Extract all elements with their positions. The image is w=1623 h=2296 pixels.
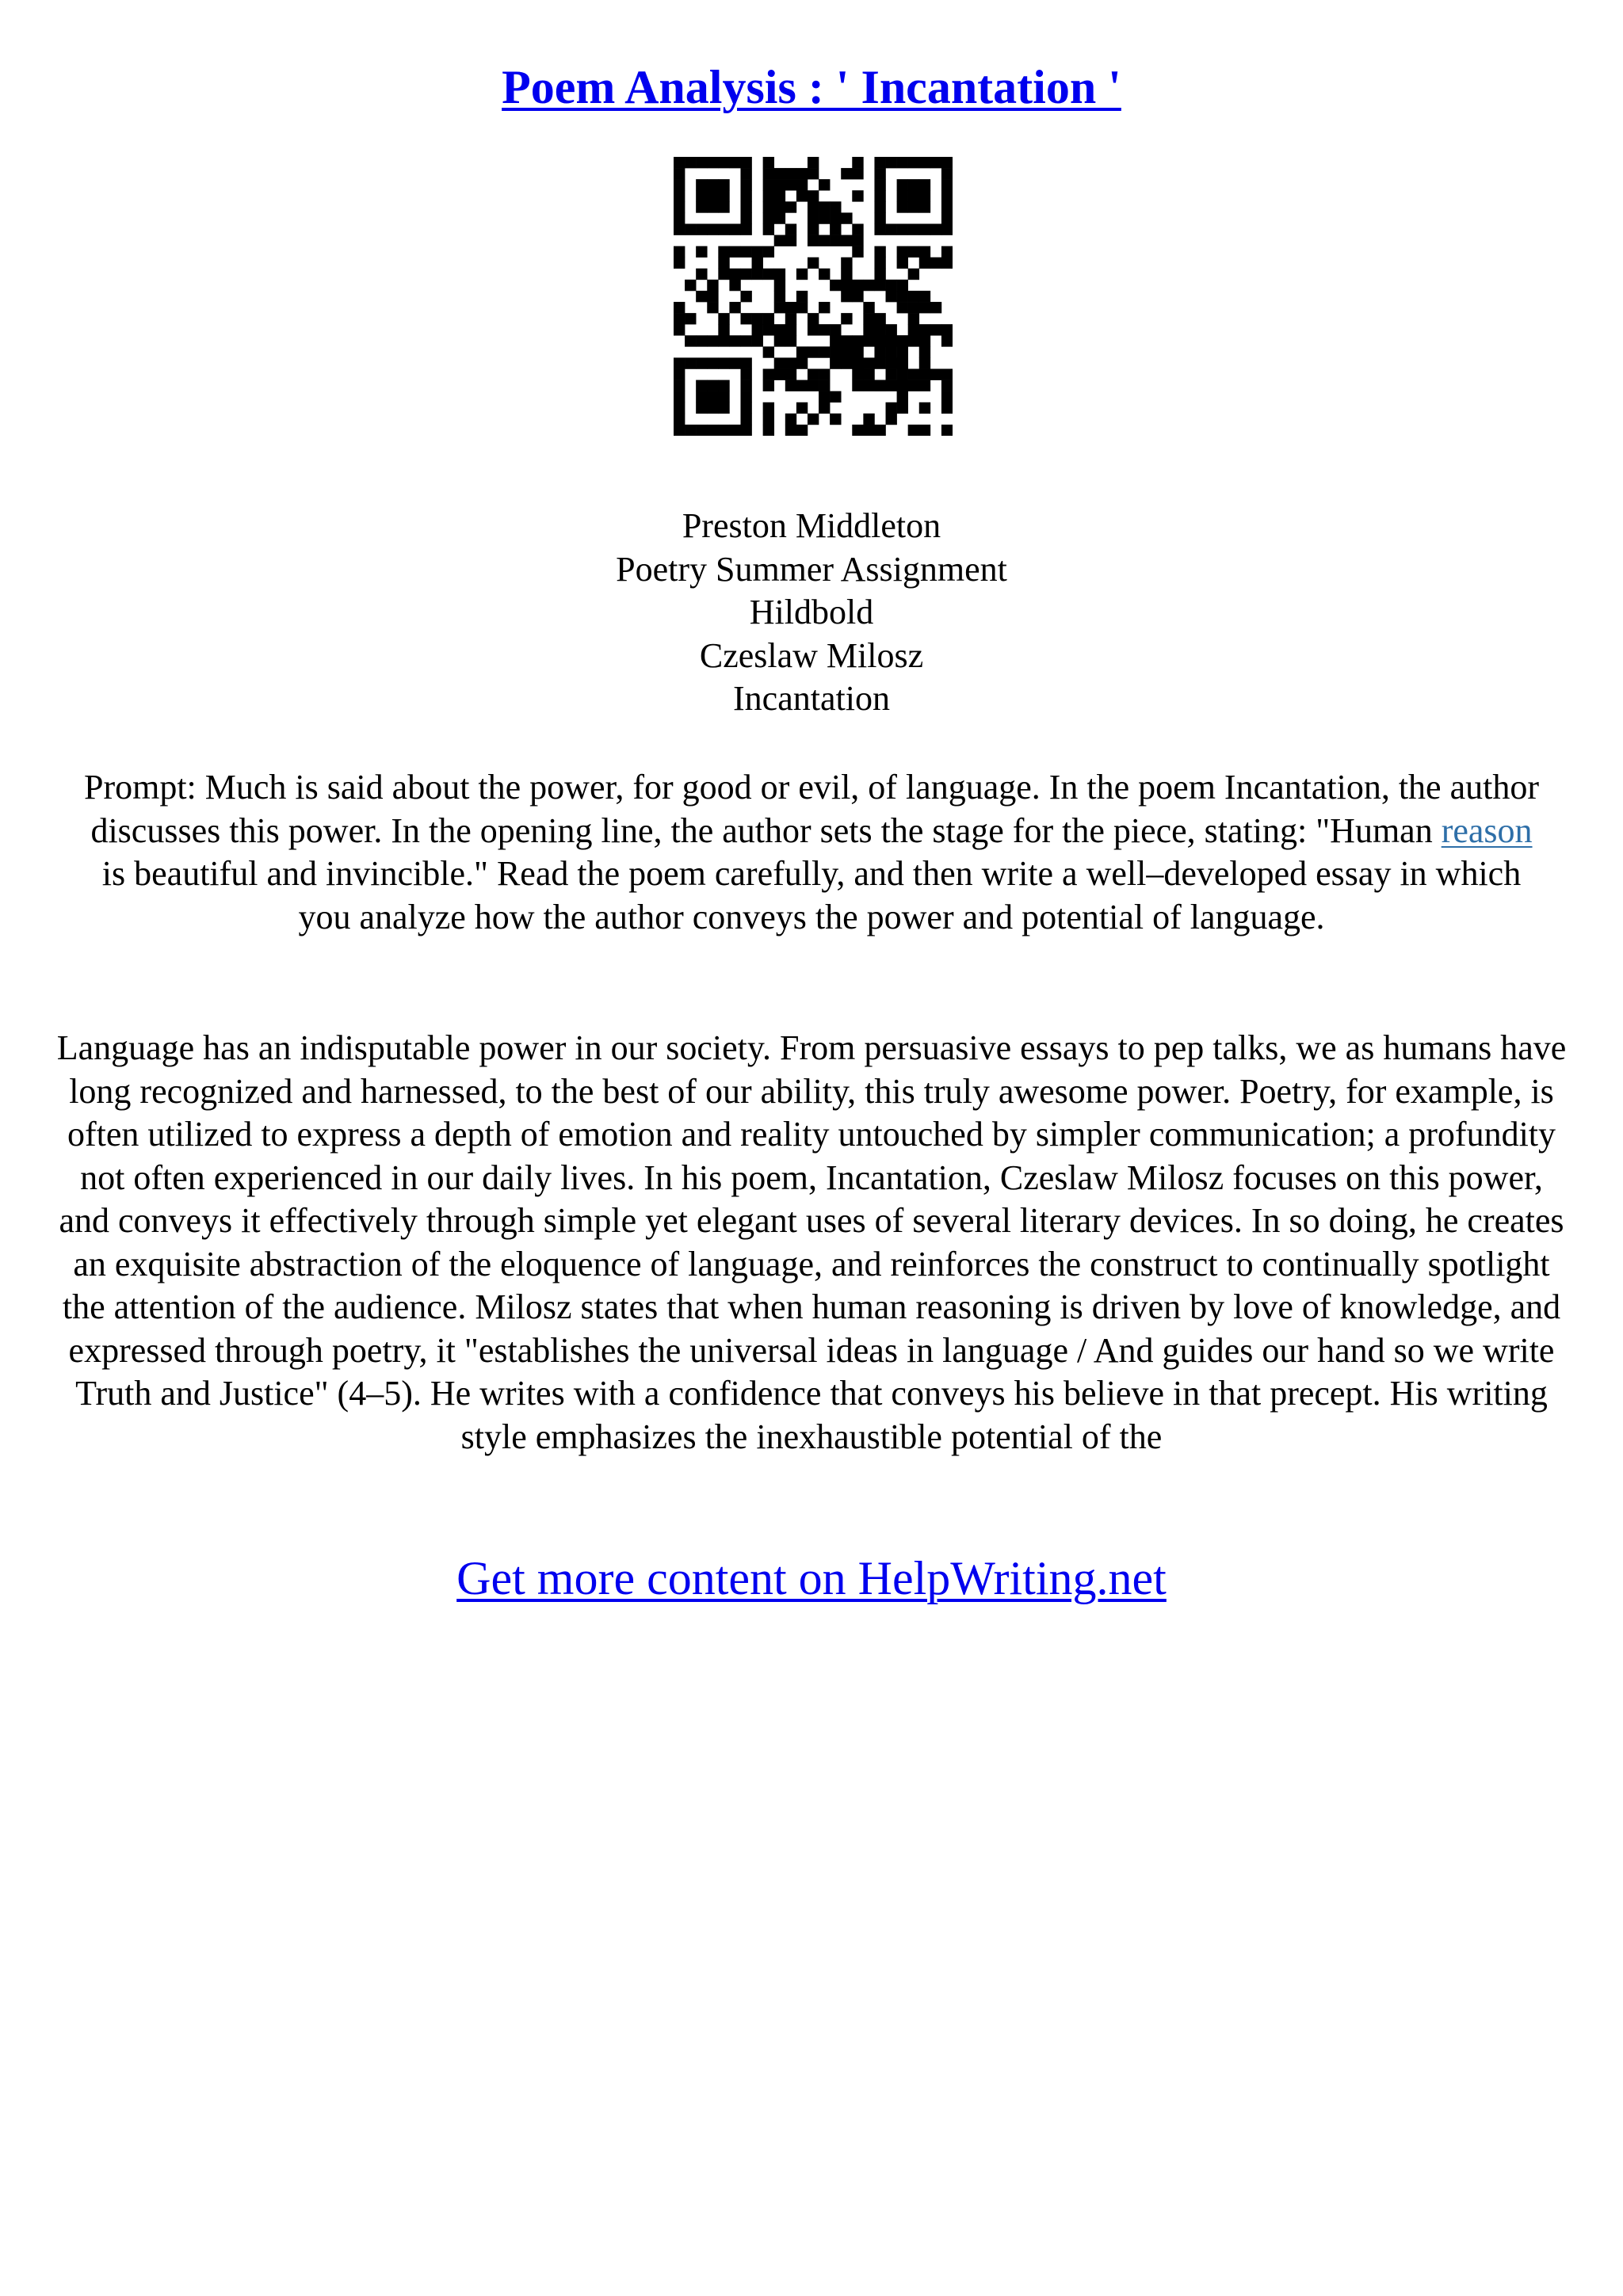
footer (0, 1545, 1623, 1611)
teacher-name: Hildbold (749, 593, 874, 631)
reason-link[interactable]: reason (1441, 810, 1533, 850)
document-title (0, 54, 1623, 120)
author-name: Preston Middleton (682, 506, 941, 545)
prompt-paragraph (79, 766, 1544, 939)
assignment-name: Poetry Summer Assignment (616, 549, 1007, 589)
title-link[interactable]: Poem Analysis : ' Incantation ' (502, 61, 1121, 113)
author-info (0, 505, 1623, 721)
prompt-text-start: Prompt: Much is said about the power, for good or evil, of language. In the poem Incantation, the author discusses this power. In the opening line, the author sets the stage for the piece, stating: "Human (83, 768, 1539, 850)
more-content-link[interactable]: Get more content on HelpWriting.net (456, 1552, 1167, 1604)
poem-title: Incantation (733, 679, 890, 718)
essay-paragraph: Language has an indisputable power in our society. From persuasive essays to pep talks, we as humans have long recognized and harnessed, to the best of our ability, this truly awesome power. Poetry, for example, is often utilized to express a depth of emotion and reality untouched by simpler communication; a profundity not often experienced in our daily lives. In his poem, Incantation, Czeslaw Milosz focuses on this power, and conveys it effectively through simple yet elegant uses of several literary devices. In so doing, he creates an exquisite abstraction of the eloquence of language, and reinforces the construct to continually spotlight the attention of the audience. Milosz states that when human reasoning is driven by love of knowledge, and expressed through poetry, it "establishes the universal ideas in language / And guides our hand so we write Truth and Justice" (4–5). He writes with a confidence that conveys his believe in that precept. His writing style emphasizes the inexhaustible potential of the (56, 1028, 1567, 1456)
prompt-text-end: is beautiful and invincible." Read the poem carefully, and then write a well–developed essay in which you analyze how the author conveys the power and potential of language. (101, 854, 1522, 936)
poet-name: Czeslaw Milosz (699, 635, 924, 675)
qr-code-icon (674, 157, 953, 436)
